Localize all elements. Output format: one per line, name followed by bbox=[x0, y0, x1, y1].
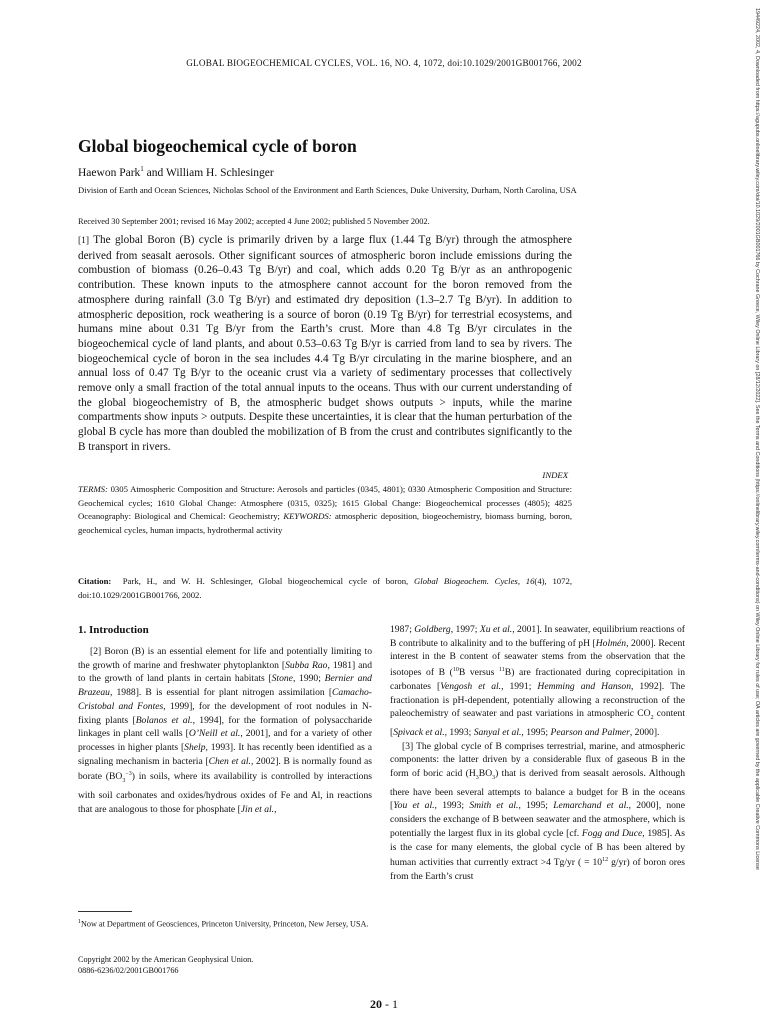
index-terms-text: 0305 Atmospheric Composition and Structure: Aerosols and particles (0345, 4801); 0330 Atmospheric Composition and Structure: Geochemical cycles; 1610 Global Change: Atmosphere (0315, 0325); 1615 Global Change: Biogeochemical processes (4805); 4825 Oceanography: Biological and Chemical: Geochemistry; bbox=[78, 484, 573, 522]
citation bbox=[78, 575, 572, 602]
footnote-rule bbox=[78, 911, 132, 912]
abstract bbox=[78, 233, 572, 455]
footnote bbox=[78, 917, 370, 930]
terms-label: TERMS: bbox=[78, 484, 108, 494]
download-side-text: 19449224, 2002, 4, Downloaded from https://agupubs.onlinelibrary.wiley.com/doi/10.1029/2001GB001766 by Cochrane Greece, Wiley Online Library on [28/12/2022]. See the Terms and Conditions (https://onlinelibrary.wiley.com/terms-and-conditions) on Wiley Online Library for rules of use; OA articles are governed by the applicable Creative Commons License bbox=[754, 8, 760, 870]
affiliation: Division of Earth and Ocean Sciences, Nicholas School of the Environment and Earth Sciences, Duke University, Durham, North Carolina, USA bbox=[78, 185, 577, 195]
index-terms bbox=[78, 470, 573, 538]
citation-label: Citation: bbox=[78, 576, 112, 586]
author-1: Haewon Park bbox=[78, 166, 141, 179]
page-number-sep: - bbox=[382, 997, 392, 1011]
keywords-label: KEYWORDS: bbox=[283, 511, 332, 522]
citation-volume: 16 bbox=[525, 576, 535, 586]
author-1-mark: 1 bbox=[140, 165, 144, 173]
footnote-text: Now at Department of Geosciences, Princeton University, Princeton, New Jersey, USA. bbox=[81, 919, 369, 929]
received-dates: Received 30 September 2001; revised 16 May 2002; accepted 4 June 2002; published 5 November 2002. bbox=[78, 217, 430, 226]
copyright-line: Copyright 2002 by the American Geophysical Union. bbox=[78, 955, 254, 964]
issn-line: 0886-6236/02/2001GB001766 bbox=[78, 966, 179, 975]
abstract-text: The global Boron (B) cycle is primarily driven by a large flux (1.44 Tg B/yr) through the atmosphere derived from seasalt aerosols. Other significant sources of atmospheric boron include emissions during the combustion of biomass (0.26–0.43 Tg B/yr) and coal, which adds 0.20 Tg B/yr as an anthropogenic contribution. These known inputs to the atmosphere cannot account for the boron removed from the atmosphere during rainfall (3.0 Tg B/yr) and estimated dry deposition (1.3–2.7 Tg B/yr). In addition to atmospheric deposition, rock weathering is a source of boron (0.19 Tg B/yr) for terrestrial ecosystems, and humans mine about 0.31 Tg B/yr from the Earth’s crust. More than 4.8 Tg B/yr circulates in the biogeochemical cycle of land plants, and about 0.53–0.63 Tg B/yr is carried from land to sea by rivers. The biogeochemical cycle of boron in the sea includes 4.4 Tg B/yr circulating in the marine biosphere, and an annual loss of 0.47 Tg B/yr to the oceanic crust via a variety of sedimentary processes that collectively remove only a small fraction of the total annual inputs to the oceans. Thus with our current understanding of the global biogeochemistry of B, the atmospheric budget shows outputs > inputs, while the marine compartments show inputs > outputs. Despite these uncertainties, it is clear that the human perturbation of the global B cycle has more than doubled the mobilization of B from the crust and contributes significantly to the B transport in rivers. bbox=[78, 234, 572, 453]
author-list bbox=[78, 165, 274, 179]
index-label: INDEX bbox=[542, 470, 568, 480]
citation-rest: (4), 1072, doi:10.1029/2001GB001766, 2002. bbox=[78, 576, 573, 600]
paragraph-mark: [1] bbox=[78, 236, 90, 246]
page-number bbox=[0, 997, 768, 1012]
author-2: William H. Schlesinger bbox=[165, 166, 274, 179]
download-side-note bbox=[748, 8, 762, 1018]
keywords-text: atmospheric deposition, biogeochemistry, biomass burning, boron, geochemical cycles, human impacts, hydrothermal activity bbox=[78, 511, 573, 536]
citation-journal: Global Biogeochem. Cycles bbox=[413, 576, 518, 586]
body-column-right: 1987; Goldberg, 1997; Xu et al., 2001]. In seawater, equilibrium reactions of B contribute to alkalinity and to the buffering of pH [Holmén, 2000]. Recent interest in the B content of seawater stems from the observation that the isotopes of B ($^{10}$B versus $^{11}$B) are fractionated during coprecipitation in carbonates [Vengosh et al., 1991; Hemming and Hanson, 1992]. The fractionation is pH-dependent, potentially allowing a reconstruction of the paleochemistry of seawater and past variations in atmospheric $CO_2$ content [Spivack et al., 1993; Sanyal et al., 1995; Pearson and Palmer, 2000]. [3] The global cycle of B comprises terrestrial, marine, and atmospheric components: the latter driven by a considerable flux of gaseous B in the form of boric acid $(H_3BO_3)$ that is derived from seasalt aerosols. Although there have been several attempts to balance a budget for B in the oceans [You et al., 1993; Smith et al., 1995; Lemarchand et al., 2000], none considers the exchange of B between seawater and the atmosphere, which is potentially the largest flux in its global cycle [cf. Fogg and Duce, 1985]. As is the case for many elements, the global cycle of B has been altered by human activities that currently extract >4 Tg/yr ( = $10^{12}$ g/yr) of boron ores from the Earth’s crust bbox=[390, 624, 686, 883]
article-title: Global biogeochemical cycle of boron bbox=[78, 136, 357, 156]
citation-text: Park, H., and W. H. Schlesinger, Global biogeochemical cycle of boron, bbox=[122, 576, 409, 586]
section-heading: 1. Introduction bbox=[78, 624, 149, 636]
page-number-main: 20 bbox=[370, 997, 382, 1011]
running-head: GLOBAL BIOGEOCHEMICAL CYCLES, VOL. 16, NO. 4, 1072, doi:10.1029/2001GB001766, 2002 bbox=[186, 58, 582, 68]
page-number-sub: 1 bbox=[392, 997, 398, 1011]
footnote-mark: 1 bbox=[78, 919, 81, 925]
author-and: and bbox=[143, 166, 166, 179]
citation-sep: , bbox=[517, 576, 520, 586]
body-column-left: [2] Boron (B) is an essential element for life and potentially limiting to the growth of marine and freshwater phytoplankton [Subba Rao, 1981] and to the growth of land plants in certain habitats [Stone, 1990; Bernier and Brazeau, 1988]. B is essential for plant nitrogen assimilation [Camacho-Cristobal and Fontes, 1999], for the development of root nodules in N-fixing plants [Bolanos et al., 1994], for the formation of polysaccharide linkages in plant cell walls [O’Neill et al., 2001], and for a variety of other processes in higher plants [Shelp, 1993]. It has recently been identified as a signaling mechanism in bacteria [Chen et al., 2002]. B is normally found as borate $(BO_3^{-3})$ in soils, where its availability is controlled by interactions with soil carbonates and oxides/hydrous oxides of Fe and Al, in reactions that are analogous to those for phosphate [Jin et al., bbox=[78, 646, 373, 815]
copyright bbox=[78, 954, 370, 976]
